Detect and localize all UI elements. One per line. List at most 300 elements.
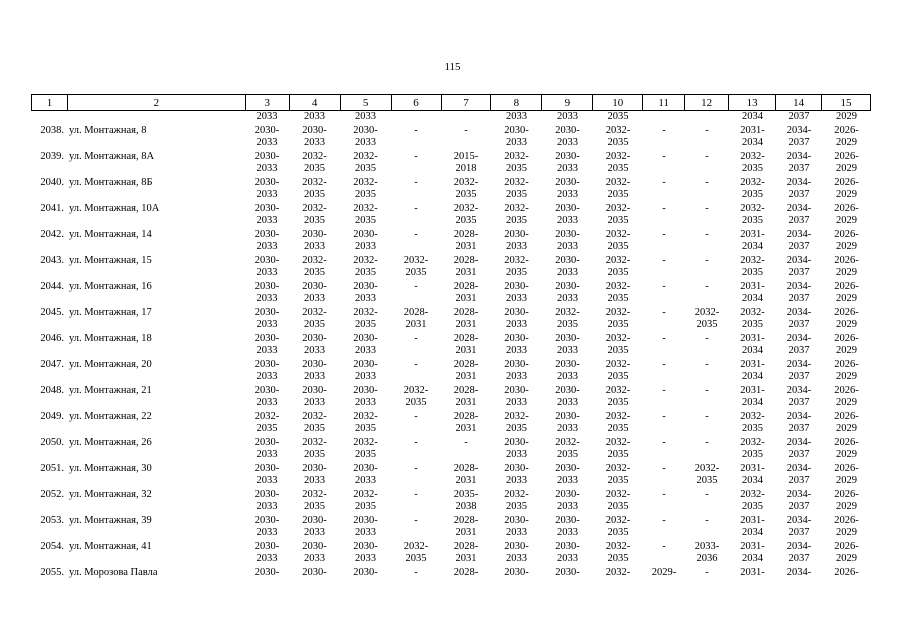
value-cell: 2032- 2035 <box>605 437 631 460</box>
value-cell: 2032- 2035 <box>353 489 378 512</box>
value-cell: 2032- 2035 <box>605 255 631 278</box>
value-cell: 2032- 2035 <box>605 541 631 564</box>
value-cell: 2032- 2035 <box>403 255 429 278</box>
value-cell: - <box>705 177 709 188</box>
continued-cell <box>643 111 685 125</box>
value-cell: 2030- <box>302 567 327 578</box>
value-cell: 2034- 2037 <box>786 489 812 512</box>
value-cell: 2032- 2035 <box>453 203 479 226</box>
value-cell: 2032- 2035 <box>605 229 631 252</box>
row-number: 2043. <box>40 255 64 266</box>
value-cell: 2026- 2029 <box>834 255 859 278</box>
address-cell: ул. Монтажная, 17 <box>69 307 152 318</box>
value-cell: - <box>414 333 418 344</box>
value-cell: 2030- 2033 <box>504 463 529 486</box>
value-cell: 2034- 2037 <box>786 333 812 356</box>
value-cell: 2032- 2035 <box>605 281 631 304</box>
value-cell: 2030- <box>254 567 280 578</box>
address-cell: ул. Морозова Павла <box>69 567 158 578</box>
value-cell: 2030- <box>353 567 378 578</box>
continued-cell <box>441 111 491 125</box>
address-cell: ул. Монтажная, 22 <box>69 411 152 422</box>
column-header-8: 8 <box>491 95 542 110</box>
table-row <box>31 411 871 437</box>
continued-cell: 2033 <box>256 111 278 122</box>
value-cell: - <box>705 411 709 422</box>
table-row <box>31 203 871 229</box>
continued-cell: 2034 <box>742 111 763 122</box>
value-cell: 2032- 2035 <box>403 385 429 408</box>
value-cell: 2026- 2029 <box>834 515 859 538</box>
value-cell: 2030- 2033 <box>254 359 280 382</box>
continued-cell: 2035 <box>607 111 629 122</box>
value-cell: 2026- 2029 <box>834 151 859 174</box>
column-header-10: 10 <box>593 95 643 110</box>
value-cell: 2030- 2033 <box>254 385 280 408</box>
table-row <box>31 281 871 307</box>
value-cell: 2030- 2033 <box>555 333 580 356</box>
value-cell: 2032- 2035 <box>740 489 765 512</box>
table-header-row <box>31 94 871 111</box>
value-cell: 2032- 2035 <box>302 203 327 226</box>
value-cell: 2032- 2035 <box>605 489 631 512</box>
value-cell: - <box>662 541 666 552</box>
value-cell: 2032- 2035 <box>504 255 529 278</box>
row-number: 2047. <box>40 359 64 370</box>
continued-cell: 2037 <box>788 111 810 122</box>
value-cell: 2028- 2031 <box>453 515 479 538</box>
table-row <box>31 255 871 281</box>
address-cell: ул. Монтажная, 8Б <box>69 177 153 188</box>
continued-cell: 2033 <box>355 111 376 122</box>
value-cell: 2032- 2035 <box>504 203 529 226</box>
continued-cell: 2029 <box>836 111 857 122</box>
column-header-1: 1 <box>32 95 68 110</box>
value-cell: 2032- 2035 <box>353 255 378 278</box>
value-cell: - <box>414 151 418 162</box>
value-cell: 2031- 2034 <box>740 229 765 252</box>
row-number: 2046. <box>40 333 64 344</box>
value-cell: 2030- 2033 <box>504 307 529 330</box>
value-cell: - <box>662 411 666 422</box>
continued-cell: 2033 <box>557 111 578 122</box>
value-cell: 2032- 2035 <box>302 151 327 174</box>
value-cell: 2035- 2038 <box>453 489 479 512</box>
value-cell: 2030- 2033 <box>555 125 580 148</box>
value-cell: 2028- 2031 <box>453 229 479 252</box>
value-cell: 2034- 2037 <box>786 515 812 538</box>
value-cell: 2032- 2035 <box>740 307 765 330</box>
value-cell: - <box>705 359 709 370</box>
value-cell: 2034- 2037 <box>786 151 812 174</box>
value-cell: 2032- 2035 <box>353 177 378 200</box>
value-cell: 2030- 2033 <box>504 359 529 382</box>
value-cell: - <box>414 177 418 188</box>
value-cell: 2034- 2037 <box>786 177 812 200</box>
value-cell: - <box>414 567 418 578</box>
value-cell: 2032- 2035 <box>694 307 720 330</box>
value-cell: 2026- 2029 <box>834 541 859 564</box>
value-cell: 2032- 2035 <box>302 307 327 330</box>
value-cell: 2032- 2035 <box>605 125 631 148</box>
column-header-2: 2 <box>68 95 246 110</box>
value-cell: - <box>414 203 418 214</box>
value-cell: 2030- 2033 <box>504 125 529 148</box>
continued-cell <box>67 111 245 125</box>
value-cell: - <box>414 489 418 500</box>
value-cell: 2032- 2035 <box>302 177 327 200</box>
value-cell: 2032- 2035 <box>504 177 529 200</box>
value-cell: 2032- 2035 <box>740 203 765 226</box>
value-cell: 2034- 2037 <box>786 463 812 486</box>
value-cell: 2030- 2033 <box>353 359 378 382</box>
table-row-continued <box>31 111 871 125</box>
value-cell: - <box>705 125 709 136</box>
value-cell: - <box>414 411 418 422</box>
value-cell: 2030- 2033 <box>254 281 280 304</box>
value-cell: 2031- 2034 <box>740 281 765 304</box>
value-cell: 2032- 2035 <box>605 333 631 356</box>
row-number: 2039. <box>40 151 64 162</box>
value-cell: 2031- <box>740 567 765 578</box>
value-cell: 2030- 2033 <box>302 541 327 564</box>
value-cell: 2030- 2033 <box>254 125 280 148</box>
value-cell: - <box>414 359 418 370</box>
value-cell: - <box>662 489 666 500</box>
value-cell: 2028- 2031 <box>403 307 429 330</box>
value-cell: 2034- 2037 <box>786 307 812 330</box>
value-cell: 2030- 2033 <box>302 281 327 304</box>
value-cell: 2026- 2029 <box>834 229 859 252</box>
value-cell: 2030- 2033 <box>353 229 378 252</box>
value-cell: 2032- 2035 <box>453 177 479 200</box>
value-cell: 2030- 2033 <box>302 385 327 408</box>
value-cell: 2026- 2029 <box>834 437 859 460</box>
address-cell: ул. Монтажная, 18 <box>69 333 152 344</box>
column-header-12: 12 <box>685 95 729 110</box>
value-cell: 2015- 2018 <box>453 151 479 174</box>
value-cell: 2032- 2035 <box>353 151 378 174</box>
value-cell: 2031- 2034 <box>740 463 765 486</box>
value-cell: - <box>705 281 709 292</box>
value-cell: 2030- 2033 <box>504 281 529 304</box>
value-cell: 2032- 2035 <box>740 437 765 460</box>
continued-cell <box>685 111 729 125</box>
column-header-5: 5 <box>341 95 392 110</box>
value-cell: 2030- 2033 <box>555 151 580 174</box>
continued-cell <box>391 111 441 125</box>
row-number: 2041. <box>40 203 64 214</box>
value-cell: - <box>414 281 418 292</box>
value-cell: 2032- 2035 <box>504 411 529 434</box>
value-cell: 2030- 2033 <box>254 229 280 252</box>
value-cell: 2028- 2031 <box>453 385 479 408</box>
value-cell: 2032- 2035 <box>740 177 765 200</box>
value-cell: 2032- 2035 <box>605 203 631 226</box>
value-cell: 2030- 2033 <box>555 411 580 434</box>
value-cell: 2026- 2029 <box>834 463 859 486</box>
table-row <box>31 489 871 515</box>
value-cell: 2030- 2033 <box>504 229 529 252</box>
value-cell: 2032- 2035 <box>302 411 327 434</box>
value-cell: 2032- 2035 <box>555 437 580 460</box>
value-cell: 2032- 2035 <box>605 411 631 434</box>
value-cell: 2030- 2033 <box>555 359 580 382</box>
value-cell: 2032- 2035 <box>254 411 280 434</box>
value-cell: 2030- 2033 <box>254 307 280 330</box>
value-cell: 2031- 2034 <box>740 515 765 538</box>
value-cell: 2031- 2034 <box>740 359 765 382</box>
value-cell: 2030- 2033 <box>555 281 580 304</box>
value-cell: 2031- 2034 <box>740 385 765 408</box>
value-cell: 2028- <box>453 567 479 578</box>
value-cell: - <box>414 463 418 474</box>
table-row <box>31 437 871 463</box>
value-cell: 2026- 2029 <box>834 359 859 382</box>
value-cell: - <box>662 307 666 318</box>
value-cell: 2028- 2031 <box>453 541 479 564</box>
value-cell: - <box>662 359 666 370</box>
row-number: 2040. <box>40 177 64 188</box>
value-cell: 2026- 2029 <box>834 489 859 512</box>
value-cell: 2028- 2031 <box>453 411 479 434</box>
value-cell: 2030- 2033 <box>254 515 280 538</box>
value-cell: 2030- 2033 <box>555 489 580 512</box>
value-cell: 2032- 2035 <box>605 385 631 408</box>
value-cell: 2030- 2033 <box>302 229 327 252</box>
value-cell: 2030- 2033 <box>353 333 378 356</box>
value-cell: - <box>705 489 709 500</box>
table-row <box>31 125 871 151</box>
row-number: 2053. <box>40 515 64 526</box>
column-header-11: 11 <box>643 95 685 110</box>
value-cell: 2032- 2035 <box>302 255 327 278</box>
value-cell: 2032- 2035 <box>353 203 378 226</box>
value-cell: 2034- 2037 <box>786 229 812 252</box>
value-cell: - <box>464 437 468 448</box>
row-number: 2052. <box>40 489 64 500</box>
value-cell: 2031- 2034 <box>740 541 765 564</box>
column-header-9: 9 <box>542 95 593 110</box>
row-number: 2048. <box>40 385 64 396</box>
value-cell: 2030- 2033 <box>302 515 327 538</box>
value-cell: 2034- 2037 <box>786 385 812 408</box>
value-cell: 2032- 2035 <box>740 151 765 174</box>
value-cell: 2032- 2035 <box>353 411 378 434</box>
value-cell: 2030- 2033 <box>302 359 327 382</box>
value-cell: 2030- 2033 <box>555 515 580 538</box>
value-cell: - <box>414 515 418 526</box>
value-cell: 2034- 2037 <box>786 255 812 278</box>
value-cell: 2032- 2035 <box>694 463 720 486</box>
address-cell: ул. Монтажная, 14 <box>69 229 152 240</box>
column-header-4: 4 <box>290 95 341 110</box>
value-cell: 2026- <box>834 567 859 578</box>
value-cell: 2030- 2033 <box>254 489 280 512</box>
value-cell: 2032- 2035 <box>740 255 765 278</box>
value-cell: 2032- 2035 <box>403 541 429 564</box>
value-cell: 2030- 2033 <box>302 463 327 486</box>
value-cell: 2030- 2033 <box>555 541 580 564</box>
row-number: 2054. <box>40 541 64 552</box>
value-cell: 2032- 2035 <box>740 411 765 434</box>
value-cell: - <box>705 437 709 448</box>
value-cell: 2030- 2033 <box>555 255 580 278</box>
value-cell: 2032- 2035 <box>555 307 580 330</box>
continued-cell <box>31 111 67 125</box>
value-cell: - <box>662 281 666 292</box>
value-cell: 2030- 2033 <box>302 333 327 356</box>
column-header-15: 15 <box>822 95 871 110</box>
address-cell: ул. Монтажная, 41 <box>69 541 152 552</box>
schedule-table <box>31 94 871 593</box>
value-cell: 2028- 2031 <box>453 463 479 486</box>
value-cell: 2028- 2031 <box>453 307 479 330</box>
address-cell: ул. Монтажная, 20 <box>69 359 152 370</box>
table-body <box>31 111 871 593</box>
value-cell: 2032- 2035 <box>302 489 327 512</box>
value-cell: 2028- 2031 <box>453 281 479 304</box>
address-cell: ул. Монтажная, 21 <box>69 385 152 396</box>
value-cell: 2032- 2035 <box>353 307 378 330</box>
address-cell: ул. Монтажная, 8А <box>69 151 155 162</box>
value-cell: 2034- 2037 <box>786 541 812 564</box>
value-cell: - <box>662 437 666 448</box>
value-cell: - <box>662 125 666 136</box>
table-row <box>31 567 871 593</box>
value-cell: 2030- 2033 <box>254 151 280 174</box>
value-cell: 2034- 2037 <box>786 203 812 226</box>
value-cell: 2032- 2035 <box>605 177 631 200</box>
value-cell: 2026- 2029 <box>834 333 859 356</box>
value-cell: - <box>705 333 709 344</box>
value-cell: 2030- 2033 <box>254 463 280 486</box>
value-cell: - <box>662 229 666 240</box>
address-cell: ул. Монтажная, 32 <box>69 489 152 500</box>
value-cell: - <box>662 177 666 188</box>
value-cell: - <box>662 203 666 214</box>
column-header-6: 6 <box>392 95 442 110</box>
value-cell: 2026- 2029 <box>834 307 859 330</box>
value-cell: 2030- 2033 <box>555 229 580 252</box>
value-cell: 2031- 2034 <box>740 125 765 148</box>
value-cell: 2030- 2033 <box>504 333 529 356</box>
value-cell: 2032- 2035 <box>605 463 631 486</box>
address-cell: ул. Монтажная, 15 <box>69 255 152 266</box>
value-cell: - <box>464 125 468 136</box>
value-cell: 2030- 2033 <box>504 541 529 564</box>
table-row <box>31 151 871 177</box>
table-row <box>31 177 871 203</box>
value-cell: 2032- 2035 <box>302 437 327 460</box>
value-cell: - <box>414 125 418 136</box>
table-row <box>31 463 871 489</box>
table-row <box>31 515 871 541</box>
value-cell: - <box>705 255 709 266</box>
value-cell: 2028- 2031 <box>453 359 479 382</box>
address-cell: ул. Монтажная, 30 <box>69 463 152 474</box>
column-header-14: 14 <box>776 95 822 110</box>
table-row <box>31 307 871 333</box>
row-number: 2049. <box>40 411 64 422</box>
value-cell: 2030- 2033 <box>504 437 529 460</box>
value-cell: 2029- <box>651 567 677 578</box>
value-cell: 2032- 2035 <box>605 307 631 330</box>
row-number: 2051. <box>40 463 64 474</box>
value-cell: 2026- 2029 <box>834 281 859 304</box>
value-cell: 2026- 2029 <box>834 203 859 226</box>
row-number: 2044. <box>40 281 64 292</box>
value-cell: 2034- 2037 <box>786 281 812 304</box>
value-cell: 2030- 2033 <box>353 463 378 486</box>
value-cell: 2030- 2033 <box>353 281 378 304</box>
value-cell: 2030- 2033 <box>254 177 280 200</box>
value-cell: 2034- 2037 <box>786 125 812 148</box>
value-cell: 2031- 2034 <box>740 333 765 356</box>
value-cell: - <box>705 203 709 214</box>
value-cell: 2032- 2035 <box>605 151 631 174</box>
value-cell: 2030- <box>555 567 580 578</box>
value-cell: - <box>662 385 666 396</box>
value-cell: 2026- 2029 <box>834 411 859 434</box>
value-cell: 2030- 2033 <box>353 125 378 148</box>
value-cell: 2030- 2033 <box>353 515 378 538</box>
value-cell: 2030- 2033 <box>555 385 580 408</box>
value-cell: 2028- 2031 <box>453 333 479 356</box>
value-cell: 2030- <box>504 567 529 578</box>
value-cell: - <box>414 229 418 240</box>
value-cell: 2034- <box>786 567 812 578</box>
value-cell: - <box>662 151 666 162</box>
value-cell: 2032- 2035 <box>605 515 631 538</box>
value-cell: 2032- <box>605 567 631 578</box>
value-cell: 2030- 2033 <box>504 515 529 538</box>
row-number: 2050. <box>40 437 64 448</box>
table-row <box>31 385 871 411</box>
value-cell: 2034- 2037 <box>786 359 812 382</box>
value-cell: 2030- 2033 <box>504 385 529 408</box>
value-cell: 2033- 2036 <box>694 541 720 564</box>
value-cell: - <box>662 255 666 266</box>
row-number: 2038. <box>40 125 64 136</box>
row-number: 2055. <box>40 567 64 578</box>
value-cell: 2032- 2035 <box>353 437 378 460</box>
table-row <box>31 229 871 255</box>
row-number: 2045. <box>40 307 64 318</box>
value-cell: 2032- 2035 <box>504 489 529 512</box>
table-row <box>31 541 871 567</box>
value-cell: - <box>705 567 709 578</box>
value-cell: 2026- 2029 <box>834 385 859 408</box>
value-cell: 2030- 2033 <box>555 203 580 226</box>
value-cell: - <box>414 437 418 448</box>
address-cell: ул. Монтажная, 39 <box>69 515 152 526</box>
value-cell: - <box>662 463 666 474</box>
value-cell: - <box>705 515 709 526</box>
value-cell: 2026- 2029 <box>834 125 859 148</box>
continued-cell: 2033 <box>506 111 527 122</box>
value-cell: 2034- 2037 <box>786 437 812 460</box>
value-cell: 2026- 2029 <box>834 177 859 200</box>
value-cell: 2030- 2033 <box>254 203 280 226</box>
value-cell: - <box>662 333 666 344</box>
value-cell: 2030- 2033 <box>254 541 280 564</box>
address-cell: ул. Монтажная, 8 <box>69 125 147 136</box>
value-cell: 2034- 2037 <box>786 411 812 434</box>
value-cell: 2030- 2033 <box>254 255 280 278</box>
value-cell: 2030- 2033 <box>353 385 378 408</box>
address-cell: ул. Монтажная, 26 <box>69 437 152 448</box>
